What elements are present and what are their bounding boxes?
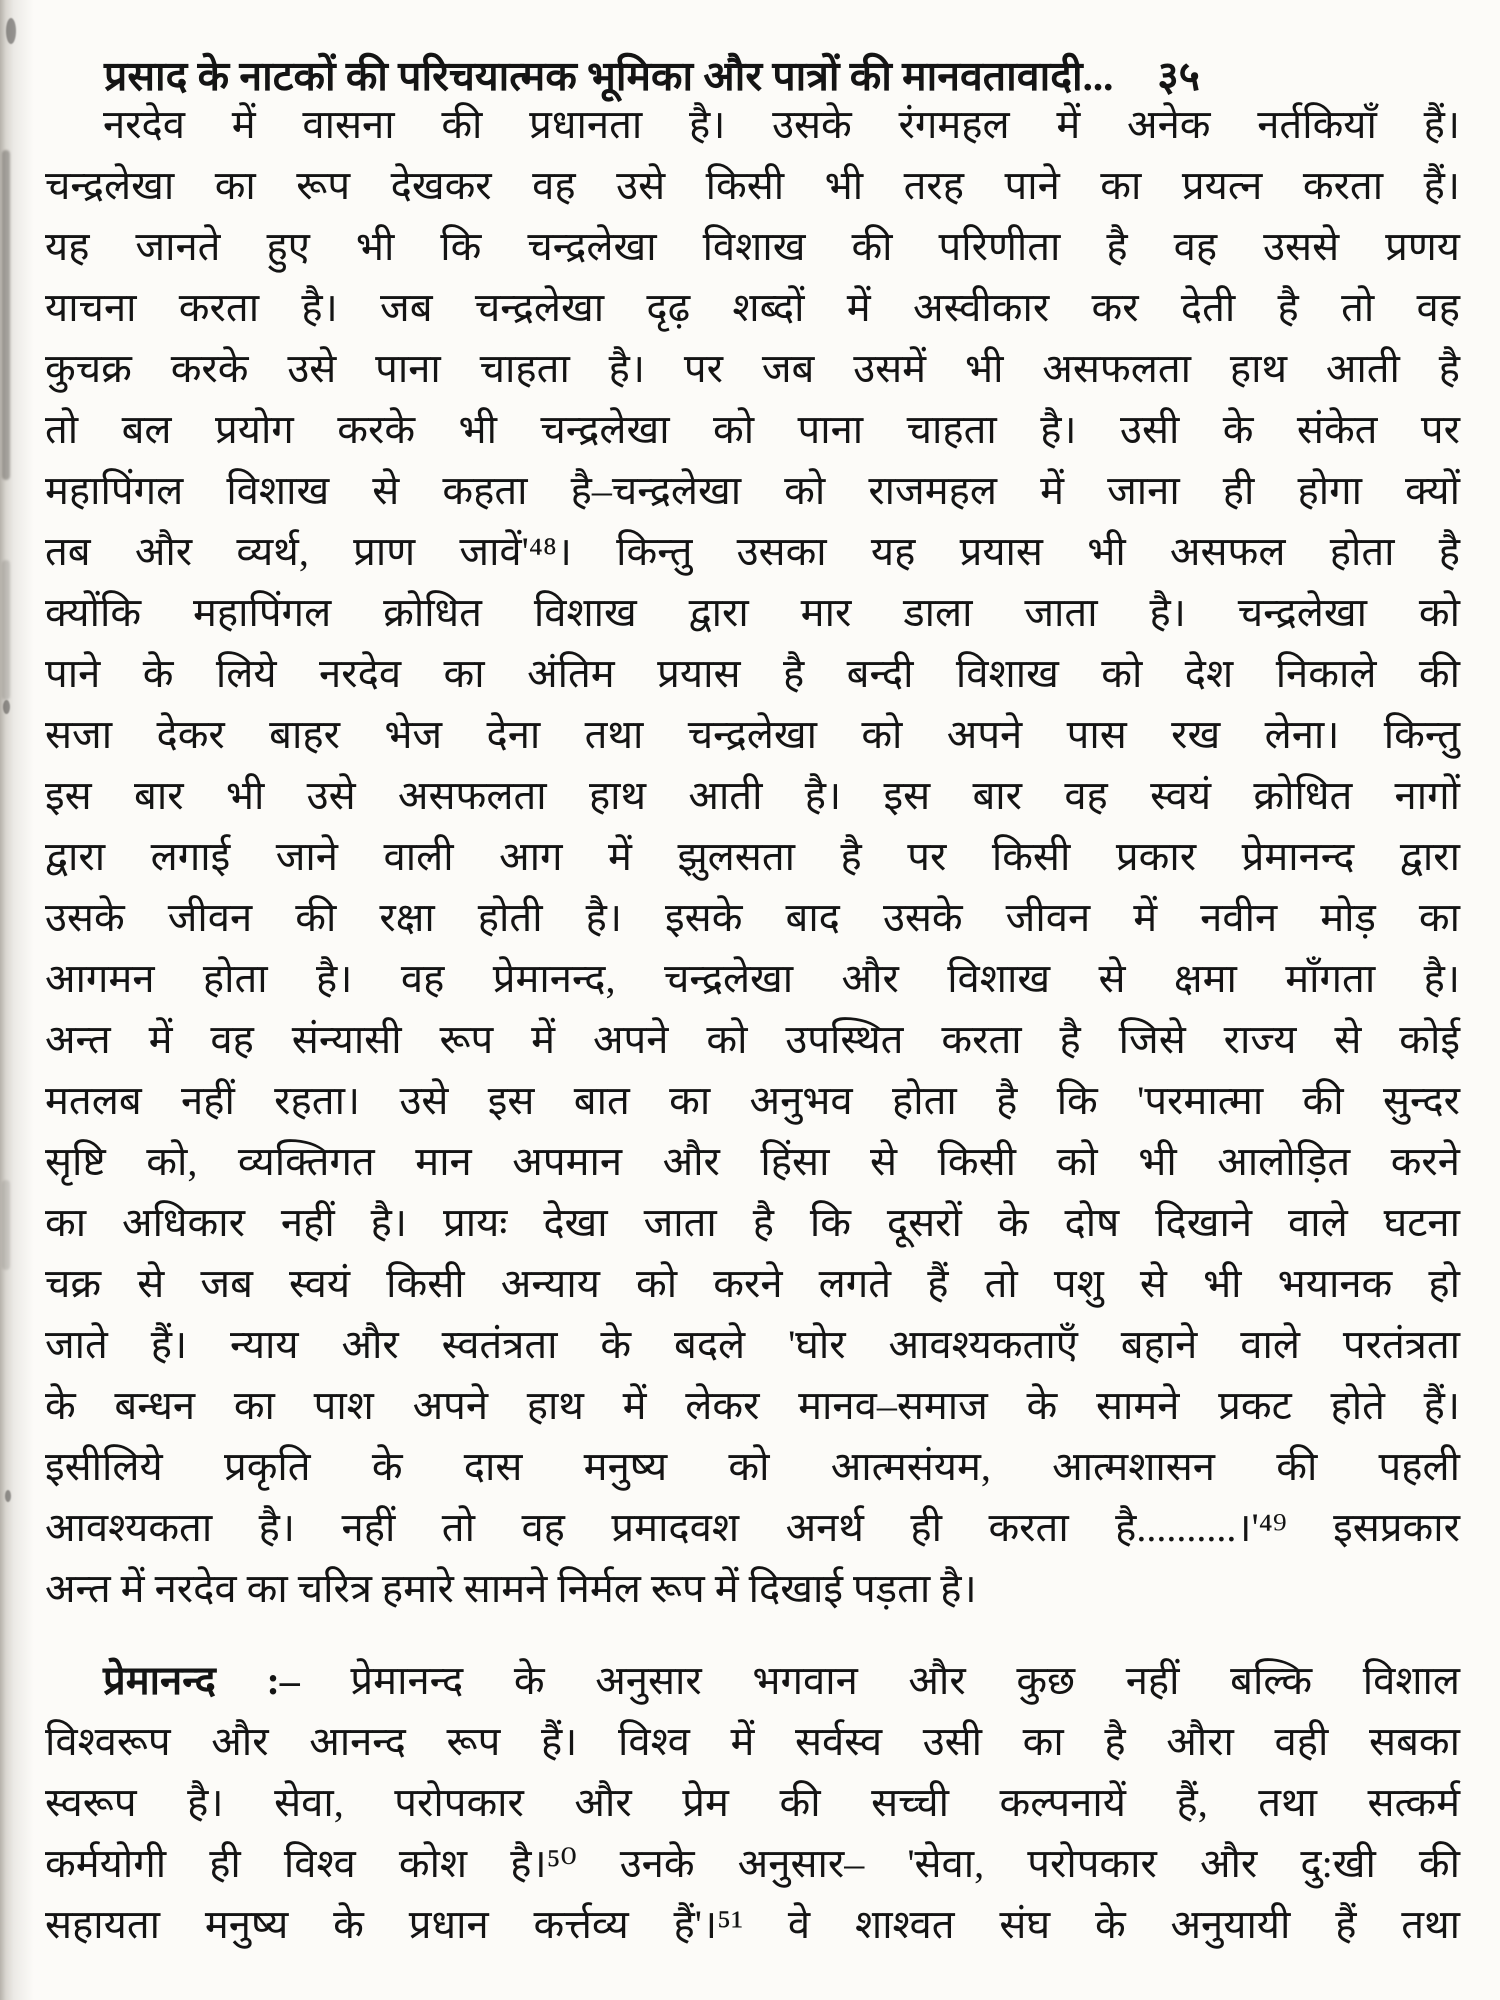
para2-lead-term: प्रेमानन्द :–	[103, 1658, 300, 1703]
para1-line-23: इसीलिये प्रकृति के दास मनुष्य को आत्मसंयम, आत्मशासन की पहली	[45, 1444, 1460, 1489]
para1-line-17: मतलब नहीं रहता। उसे इस बात का अनुभव होता है कि 'परमात्मा की सुन्दर	[45, 1078, 1460, 1123]
para1-line-12: इस बार भी उसे असफलता हाथ आती है। इस बार वह स्वयं क्रोधित नागों	[45, 773, 1460, 818]
para1-line-3: यह जानते हुए भी कि चन्द्रलेखा विशाख की परिणीता है वह उससे प्रणय	[45, 224, 1460, 269]
para2-remaining-lines	[45, 1711, 1460, 1955]
binding-streak	[2, 560, 10, 700]
para1-line-7: महापिंगल विशाख से कहता है–चन्द्रलेखा को राजमहल में जाना ही होगा क्यों	[45, 468, 1460, 513]
para2-line-1	[45, 1650, 1460, 1711]
scan-speck	[3, 700, 10, 714]
page-number: ३५	[1157, 53, 1200, 99]
para2-line-1-rest: प्रेमानन्द के अनुसार भगवान और कुछ नहीं बल्कि विशाल	[299, 1658, 1460, 1703]
scan-speck	[5, 1490, 11, 1502]
para1-line-8: तब और व्यर्थ, प्राण जावें'⁴⁸। किन्तु उसका यह प्रयास भी असफल होता है	[45, 529, 1460, 574]
para1-line-21: जाते हैं। न्याय और स्वतंत्रता के बदले 'घोर आवश्यकताएँ बहाने वाले परतंत्रता	[45, 1322, 1460, 1367]
scan-speck	[6, 18, 16, 44]
binding-streak	[2, 1180, 10, 1270]
para1-line-10: पाने के लिये नरदेव का अंतिम प्रयास है बन्दी विशाख को देश निकाले की	[45, 651, 1460, 696]
para1-line-19: का अधिकार नहीं है। प्रायः देखा जाता है कि दूसरों के दोष दिखाने वाले घटना	[45, 1200, 1460, 1245]
para2-line-3: कर्मयोगी ही विश्व कोश है।⁵⁰ उनके अनुसार– 'सेवा, परोपकार और दु:खी की	[45, 1841, 1460, 1886]
para1-line-16: अन्त में वह संन्यासी रूप में अपने को उपस्थित करता है जिसे राज्य से कोई	[45, 1017, 1460, 1062]
para1-line-18: सृष्टि को, व्यक्तिगत मान अपमान और हिंसा से किसी को भी आलोड़ित करने	[45, 1139, 1460, 1184]
para1-line-13: द्वारा लगाई जाने वाली आग में झुलसता है पर किसी प्रकार प्रेमानन्द द्वारा	[45, 834, 1460, 879]
para1-line-20: चक्र से जब स्वयं किसी अन्याय को करने लगते हैं तो पशु से भी भयानक हो	[45, 1261, 1460, 1306]
para1-line-4: याचना करता है। जब चन्द्रलेखा दृढ़ शब्दों में अस्वीकार कर देती है तो वह	[45, 285, 1460, 330]
para1-line-9: क्योंकि महापिंगल क्रोधित विशाख द्वारा मार डाला जाता है। चन्द्रलेखा को	[45, 590, 1460, 635]
para2-line-1: विश्वरूप और आनन्द रूप हैं। विश्व में सर्वस्व उसी का है औरा वही सबका	[45, 1719, 1460, 1764]
binding-streak	[2, 150, 10, 480]
para2-line-2: स्वरूप है। सेवा, परोपकार और प्रेम की सच्ची कल्पनायें हैं, तथा सत्कर्म	[45, 1780, 1460, 1825]
binding-shadow	[0, 0, 34, 2000]
para1-line-22: के बन्धन का पाश अपने हाथ में लेकर मानव–समाज के सामने प्रकट होते हैं।	[45, 1383, 1460, 1428]
paragraph-narrative-nardev	[45, 94, 1460, 1619]
running-title: प्रसाद के नाटकों की परिचयात्मक भूमिका और पात्रों की मानवतावादी...	[104, 53, 1114, 99]
para1-line-11: सजा देकर बाहर भेज देना तथा चन्द्रलेखा को अपने पास रख लेना। किन्तु	[45, 712, 1460, 757]
para1-line-1: नरदेव में वासना की प्रधानता है। उसके रंगमहल में अनेक नर्तकियाँ हैं।	[103, 102, 1460, 147]
para1-line-5: कुचक्र करके उसे पाना चाहता है। पर जब उसमें भी असफलता हाथ आती है	[45, 346, 1460, 391]
para1-line-25: अन्त में नरदेव का चरित्र हमारे सामने निर्मल रूप में दिखाई पड़ता है।	[45, 1566, 977, 1611]
para1-line-24: आवश्यकता है। नहीं तो वह प्रमादवश अनर्थ ही करता है..........।'⁴⁹ इसप्रकार	[45, 1505, 1460, 1550]
paragraph-premanand	[45, 1650, 1460, 1955]
para1-line-2: चन्द्रलेखा का रूप देखकर वह उसे किसी भी तरह पाने का प्रयत्न करता हैं।	[45, 163, 1460, 208]
para2-line-4: सहायता मनुष्य के प्रधान कर्त्तव्य हैं'।⁵¹ वे शाश्वत संघ के अनुयायी हैं तथा	[45, 1902, 1460, 1947]
page-header	[104, 52, 1460, 100]
para1-line-15: आगमन होता है। वह प्रेमानन्द, चन्द्रलेखा और विशाख से क्षमा माँगता है।	[45, 956, 1460, 1001]
para1-line-6: तो बल प्रयोग करके भी चन्द्रलेखा को पाना चाहता है। उसी के संकेत पर	[45, 407, 1460, 452]
para1-line-14: उसके जीवन की रक्षा होती है। इसके बाद उसके जीवन में नवीन मोड़ का	[45, 895, 1460, 940]
